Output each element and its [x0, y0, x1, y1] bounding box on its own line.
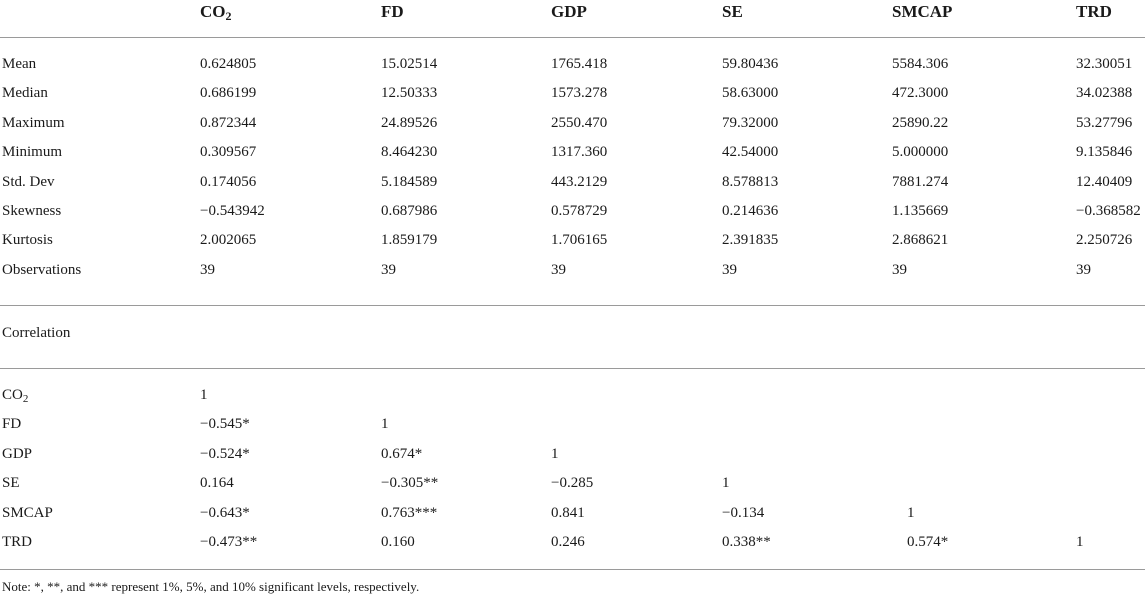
table-cell: 53.27796 [1076, 115, 1133, 131]
table-note: Note: *, **, and *** represent 1%, 5%, and 10% significant levels, respectively. [2, 579, 420, 594]
table-cell: 8.464230 [381, 144, 438, 160]
row-label [2, 504, 53, 522]
table-cell: 2.002065 [200, 232, 257, 248]
table-cell: 1 [1076, 534, 1084, 550]
table-cell: 24.89526 [381, 115, 438, 131]
row-label: Maximum [2, 115, 65, 131]
row-label: Mean [2, 56, 37, 72]
table-cell: 1 [551, 446, 559, 462]
table-cell: 0.624805 [200, 56, 257, 72]
row-label: Minimum [2, 144, 63, 160]
table-cell: 0.578729 [551, 203, 608, 219]
table-cell: 15.02514 [381, 56, 438, 72]
table-cell: 0.872344 [200, 115, 257, 131]
row-label-main: FD [2, 416, 22, 432]
table-cell: 5584.306 [892, 56, 949, 72]
row-label-sub: 2 [22, 393, 29, 405]
table-cell: −0.543942 [200, 203, 265, 219]
table-cell: 39 [722, 262, 737, 278]
table-cell: 1 [907, 505, 915, 521]
col-header-trd: TRD [1076, 2, 1112, 21]
table-cell: 12.50333 [381, 85, 438, 101]
row-label-main: CO [2, 387, 23, 403]
table-cell: 7881.274 [892, 174, 949, 190]
table-cell: 5.000000 [892, 144, 949, 160]
row-label [2, 533, 32, 551]
rule-after-correlation-title [0, 368, 1145, 369]
table-cell: 0.574* [907, 534, 949, 550]
row-label [2, 445, 32, 463]
table-cell: 0.174056 [200, 174, 257, 190]
row-label: Median [2, 85, 48, 101]
table-cell: −0.285 [551, 475, 594, 491]
table-cell: 1765.418 [551, 56, 608, 72]
table-cell: 5.184589 [381, 174, 438, 190]
table-cell: 2550.470 [551, 115, 608, 131]
table-cell: −0.305** [381, 475, 439, 491]
table-cell: 39 [381, 262, 396, 278]
row-label [2, 415, 21, 433]
table-cell: 34.02388 [1076, 85, 1133, 101]
table-cell: 39 [551, 262, 566, 278]
table-cell: 39 [1076, 262, 1091, 278]
table-cell: −0.473** [200, 534, 258, 550]
table-cell: 59.80436 [722, 56, 779, 72]
row-label-main: SMCAP [2, 505, 53, 521]
table-cell: 2.868621 [892, 232, 949, 248]
row-label: Skewness [2, 203, 62, 219]
row-label [2, 474, 20, 492]
rule-bottom [0, 569, 1145, 570]
row-label-main: SE [2, 475, 20, 491]
table-cell: −0.643* [200, 505, 250, 521]
table-cell: 1.859179 [381, 232, 438, 248]
table-cell: 1 [722, 475, 730, 491]
table-cell: 0.763*** [381, 505, 438, 521]
table-cell: 0.841 [551, 505, 585, 521]
col-header-co2-main: CO [200, 2, 226, 21]
table-cell: 79.32000 [722, 115, 779, 131]
table-cell: 0.674* [381, 446, 423, 462]
table-cell: 0.686199 [200, 85, 257, 101]
table-cell: 1 [200, 387, 208, 403]
row-label: Kurtosis [2, 232, 53, 248]
table-cell: 9.135846 [1076, 144, 1133, 160]
row-label-main: GDP [2, 446, 33, 462]
table-cell: 0.164 [200, 475, 234, 491]
col-header-gdp: GDP [551, 2, 587, 21]
row-label: Observations [2, 262, 82, 278]
table-cell: 0.246 [551, 534, 585, 550]
col-header-co2-sub: 2 [225, 9, 232, 23]
row-label [2, 386, 28, 404]
table-cell: 58.63000 [722, 85, 779, 101]
table-cell: 0.309567 [200, 144, 257, 160]
table-cell: 0.214636 [722, 203, 779, 219]
table-cell: 8.578813 [722, 174, 779, 190]
table-cell: −0.524* [200, 446, 250, 462]
correlation-title: Correlation [2, 325, 71, 341]
rule-after-descriptive [0, 305, 1145, 306]
row-label-main: TRD [2, 534, 32, 550]
table-cell: −0.134 [722, 505, 765, 521]
table-cell: 472.3000 [892, 85, 949, 101]
table-cell: 39 [200, 262, 215, 278]
table-cell: 25890.22 [892, 115, 949, 131]
col-header-co2 [200, 2, 232, 22]
table-cell: 1573.278 [551, 85, 608, 101]
table-cell: 2.391835 [722, 232, 779, 248]
table-cell: 0.160 [381, 534, 415, 550]
table-cell: 39 [892, 262, 907, 278]
table-cell: 12.40409 [1076, 174, 1133, 190]
table-cell: −0.545* [200, 416, 250, 432]
table-cell: 42.54000 [722, 144, 779, 160]
table-cell: 1317.360 [551, 144, 608, 160]
col-header-se: SE [722, 2, 743, 21]
col-header-fd: FD [381, 2, 404, 21]
table-cell: −0.368582 [1076, 203, 1141, 219]
table-cell: 1.706165 [551, 232, 608, 248]
table-cell: 0.687986 [381, 203, 438, 219]
table-cell: 32.30051 [1076, 56, 1133, 72]
col-header-smcap: SMCAP [892, 2, 953, 21]
table-cell: 1.135669 [892, 203, 949, 219]
rule-top [0, 37, 1145, 38]
row-label: Std. Dev [2, 174, 55, 190]
table-cell: 1 [381, 416, 389, 432]
table-cell: 2.250726 [1076, 232, 1133, 248]
table-cell: 0.338** [722, 534, 771, 550]
table-cell: 443.2129 [551, 174, 608, 190]
